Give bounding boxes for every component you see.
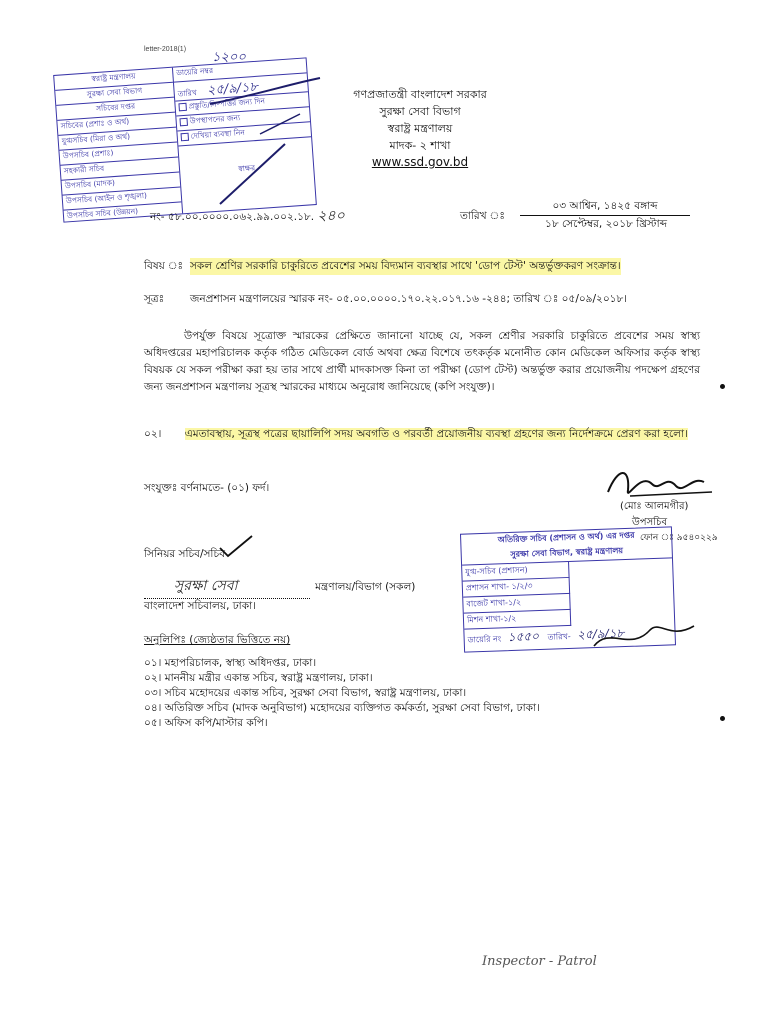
signatory-name: (মোঃ আলমগীর) [620,501,689,512]
cc-item [144,686,684,701]
checkmark-icon [216,534,256,558]
cc-item-number: ০৪। [144,702,162,714]
attachment: সংযুক্তঃ বর্ণনামতে- (০১) ফর্দ। [144,482,270,494]
cc-item-number: ০৩। [144,687,162,699]
letterhead-line: মাদক- ২ শাখা [389,139,451,152]
recipient-address: বাংলাদেশ সচিবালয়, ঢাকা। [144,600,256,612]
stamp-row: ডায়েরি নং [467,634,502,645]
cc-item [144,671,684,686]
recipient-line [144,574,415,599]
cc-item-number: ০২। [144,672,162,684]
punch-hole-icon [720,716,725,721]
handwritten-note: Inspector - Patrol [482,954,597,969]
letterhead [330,86,510,171]
cc-list [144,656,684,731]
recipient-title: সিনিয়র সচিব/সচিব [144,548,225,560]
stamp-title: অতিরিক্ত সচিব (প্রশাসন ও অর্থ) এর দপ্তর [497,530,635,545]
stamp-line: উপসচিব (মাদক) [62,172,181,195]
stamp-line-text: দেখিয়া ব্যবস্থা নিন [190,127,246,141]
memo-number [150,208,345,226]
stamp-row: যুগ্ম-সচিব (প্রশাসন) [462,562,569,582]
stamp-date-handwritten: ২৫/৯/১৮ [576,626,625,642]
cc-item [144,656,684,671]
cc-item-number: ০১। [144,657,162,669]
letterhead-line: সুরক্ষা সেবা বিভাগ [379,105,461,118]
subject-text: সকল শ্রেণির সরকারি চাকুরিতে প্রবেশের সময় বিদ্যমান ব্যবস্থার সাথে 'ডোপ টেস্ট' অন্তর্ভুক্তকরণ সংক্রান্ত। [190,258,621,275]
diary-number-handwritten: ১৫৫০ [507,629,540,645]
stamp-line: উপসচিব (আইন ও শৃঙ্খলা) [63,187,182,210]
cc-item-text: সচিব মহোদয়ের একান্ত সচিব, সুরক্ষা সেবা বিভাগ, স্বরাষ্ট্র মন্ত্রণালয়, ঢাকা। [164,687,467,699]
stamp-scribble-icon [200,74,330,214]
reference-text: জনপ্রশাসন মন্ত্রণালয়ের স্মারক নং- ০৫.০০.০০০০.১৭০.২২.০১৭.১৬ -২৪৪; তারিখ ঃ ০৫/০৯/২০১৮। [190,293,628,305]
cc-item-text: মাননীয় মন্ত্রীর একান্ত সচিব, স্বরাষ্ট্র মন্ত্রণালয়, ঢাকা। [164,672,373,684]
paragraph-1: উপর্যুক্ত বিষয়ে সূত্রোক্ত স্মারকের প্রেক্ষিতে জানানো যাচ্ছে যে, সকল শ্রেণীর সরকারি চাকুরিতে প্রবেশের সময় স্বাস্থ্য অধিদপ্তরের মহাপরিচালক কর্তৃক গঠিত মেডিকেল বোর্ড অথবা ক্ষেত্র বিশেষে তৎকর্তৃক মনোনীত কোন মেডিকেল অফিসার কর্তৃক স্বাস্থ্য বিষয়ক যে সকল পরীক্ষা করা হয় তার সাথে প্রার্থী মাদকাসক্ত কিনা তা পরীক্ষা (ডোপ টেস্ট) অন্তর্ভুক্ত করার প্রয়োজনীয় পদক্ষেপ গ্রহণের জন্য জনপ্রশাসন মন্ত্রণালয় সূত্রস্থ স্মারকের মাধ্যমে অনুরোধ জানিয়েছে (কপি সংযুক্ত)। [144,330,700,393]
stamp-left-column [54,68,183,222]
cc-item [144,701,684,716]
stamp-line: সুরক্ষা সেবা বিভাগ [55,83,174,106]
cc-title [144,632,290,649]
handwritten-number: ১২০০ [212,50,246,65]
recipient-suffix: মন্ত্রণালয়/বিভাগ (সকল) [315,581,416,593]
stamp-line-text: উপস্থাপনের জন্য [189,113,241,126]
letterhead-line: স্বরাষ্ট্র মন্ত্রণালয় [387,122,453,135]
cc-item-number: ০৫। [144,717,162,729]
website-link[interactable]: www.ssd.gov.bd [371,155,469,169]
stamp-line: ডায়েরি নম্বর [173,58,307,82]
checkbox-icon [179,118,188,127]
stamp-row: বাজেট শাখা-১/২ [463,594,570,614]
stamp-row: প্রশাসন শাখা- ১/২/৩ [463,578,570,598]
date-bangla: ০৩ আশ্বিন, ১৪২৫ বঙ্গাব্দ [520,198,690,216]
checkbox-icon [178,103,187,112]
stamp-line: উপসচিব (প্রশাঃ) [59,143,178,166]
file-label: letter-2018(1) [144,46,187,53]
reference-label: সূত্রঃ [144,293,165,305]
stamp-line: স্বাক্ষর [237,163,256,174]
paragraph-2-text: এমতাবস্থায়, সূত্রস্থ পত্রের ছায়ালিপি সদয় অবগতি ও পরবর্তী প্রয়োজনীয় ব্যবস্থা গ্রহণের জন্য নির্দেশক্রমে প্রেরণ করা হলো। [184,428,688,440]
recipient-handwritten: সুরক্ষা সেবা [144,574,310,599]
memo-number-text: নং- ৫৮.০০.০০০০.০৬২.৯৯.০০২.১৮. [150,211,318,223]
stamp-line: সচিবের দপ্তর [56,98,175,121]
cc-item [144,716,684,731]
handwritten-date: ২৫/৯/১৮ [206,79,259,99]
cc-item-text: অফিস কপি/মাস্টার কপি। [164,717,268,729]
stamp-row: মিশন শাখা-১/২ [464,610,571,630]
stamp-signature-icon [590,616,700,656]
stamp-line: সহকারী সচিব [60,158,179,181]
punch-hole-icon [720,384,725,389]
checkbox-icon [181,133,190,142]
date-english: ১৮ সেপ্টেম্বর, ২০১৮ খ্রিস্টাব্দ [545,218,667,230]
subject-label: বিষয় ঃ [144,260,184,272]
date-label: তারিখ ঃ [460,210,505,222]
signatory-designation: উপসচিব [632,517,668,528]
letterhead-line: গণপ্রজাতন্ত্রী বাংলাদেশ সরকার [353,88,487,101]
paragraph-2 [144,426,700,443]
cc-item-text: অতিরিক্ত সচিব (মাদক অনুবিভাগ) মহোদয়ের ব্যক্তিগত কর্মকর্তা, সুরক্ষা সেবা বিভাগ, ঢাকা। [164,702,540,714]
stamp-line-text: প্রস্তুতি/নিষ্পত্তির জন্য দিন [188,96,266,111]
stamp-title: সুরক্ষা সেবা বিভাগ, স্বরাষ্ট্র মন্ত্রণালয় [462,542,672,565]
stamp-line: যুগ্মসচিব (মিরা ও অর্থ) [58,128,177,151]
paragraph-number: ০২। [144,428,162,440]
cc-title-text: অনুলিপিঃ (জ্যেষ্ঠতার ভিত্তিতে নয়) [144,634,291,646]
stamp-date-label: তারিখ- [547,631,571,642]
stamp-line: তারিখ [177,88,198,99]
signatory-phone: ফোন ঃ ৯৫৪০২২৯ [640,533,718,543]
stamp-line: উপসচিব সচিব (উন্নয়ন) [66,206,139,221]
stamp-line: সচিবের (প্রশাঃ ও অর্থ) [57,113,176,136]
stamp-line: স্বরাষ্ট্র মন্ত্রণালয় [54,68,173,91]
cc-item-text: মহাপরিচালক, স্বাস্থ্য অধিদপ্তর, ঢাকা। [164,657,317,669]
memo-number-handwritten: ২৪০ [317,208,345,224]
